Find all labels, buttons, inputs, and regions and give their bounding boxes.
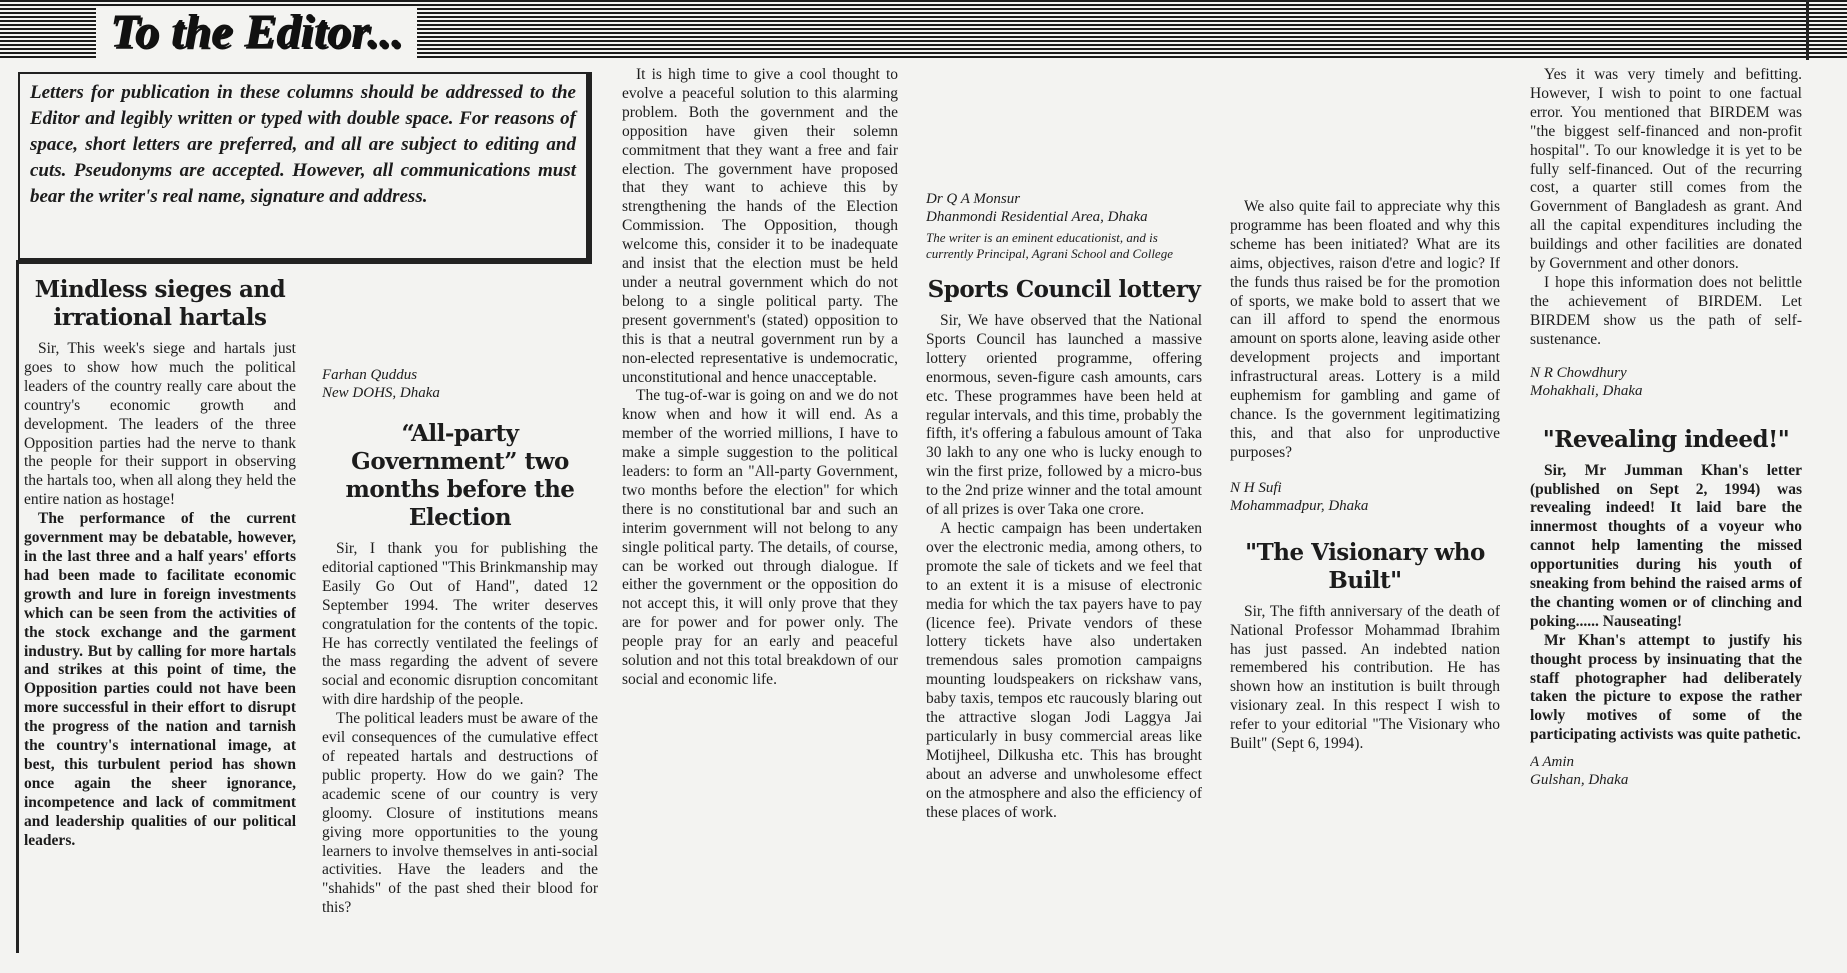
letter-1-paragraph: Sir, This week's siege and hartals just goes to show how much the political leaders of the country really care about the country's economic growth and development. The leaders of the three Opposition parties had the nerve to thank the people for their support in observing the hartals too, when all along they held the entire nation as hostage! <box>24 340 296 509</box>
letter-5-paragraph: Sir, Mr Jumman Khan's letter (published on Sept 2, 1994) was revealing indeed! It laid bare the innermost thoughts of a voyeur who cannot help lamenting the missed opportunities during his youth of sneaking from behind the raised arms of the chanting women or of clinching and poking...... Nauseating! <box>1530 461 1802 630</box>
letter-2-paragraph: It is high time to give a cool thought to evolve a peaceful solution to this alarming problem. Both the government and the opposition have given their solemn commitment that they want a free and fair election. The government have proposed that they want to achieve this by strengthening the hands of the Election Commission. The Opposition, though welcome this, consider it to be inadequate and insist that the election must be held under a neutral government which do not belong to a single political party. The present government's (stated) opposition to this is that a neutral government run by a non-elected representative is undemocratic, unconstitutional and hence unacceptable. <box>622 66 898 386</box>
letter-3-signature <box>1230 479 1500 515</box>
column-5 <box>1230 66 1500 955</box>
column-4 <box>926 66 1202 955</box>
letter-1-signature <box>322 366 598 402</box>
letter-5-location: Gulshan, Dhaka <box>1530 772 1629 789</box>
letter-2-paragraph: The tug-of-war is going on and we do not know when and how it will end. As a member of the worried millions, I have to make a simple suggestion to the political leaders: to form an "All-party Government, two months before the election" for which there is no constitutional bar and such an interim government will not belong to any single political party. The details, of course, can be worked out through dialogue. If either the government or the opposition do not accept this, it will only prove that they are for power and for power only. The people pray for an early and peaceful solution and not this total breakdown of our social and economic life. <box>622 387 898 688</box>
letter-4-author: N R Chowdhury <box>1530 364 1627 381</box>
column-6 <box>1530 66 1802 955</box>
letter-1-headline: Mindless sieges and irrational hartals <box>34 276 286 331</box>
decorative-rule <box>1806 0 1809 60</box>
letter-4-paragraph: Yes it was very timely and befitting. However, I wish to point to one factual error. You mentioned that BIRDEM was "the biggest self-financed and non-profit hospital". To our knowledge it is yet to be fully self-financed. Out of the recurring cost, a quarter still comes from the Government of Bangladesh as grant. And all the capital expenditures including the buildings and other facilities are donated by Government and other donors. <box>1530 66 1802 273</box>
letter-3-headline: Sports Council lottery <box>927 276 1201 303</box>
letter-5-headline: "Revealing indeed!" <box>1542 425 1790 453</box>
column-1 <box>24 270 296 955</box>
letter-2-author-note: The writer is an eminent educationist, and is currently Principal, Agrani School and College <box>926 230 1173 261</box>
letter-4-location: Mohakhali, Dhaka <box>1530 382 1643 399</box>
left-border-rule <box>16 260 19 953</box>
letter-1-paragraph: The performance of the current government may be debatable, however, in the last three and a half years' efforts had been made to facilitate economic growth and lure in foreign investments which can be seen from the activities of the stock exchange and the garment industry. But by calling for more hartals and strikes at this point of time, the Opposition parties could not have been more successful in their effort to disrupt the progress of the nation and tarnish the country's international image, at best, this turbulent period has shown once again the sheer ignorance, incompetence and lack of commitment and leadership qualities of our political leaders. <box>24 510 296 849</box>
letter-1-location: New DOHS, Dhaka <box>322 385 440 401</box>
letter-4-signature <box>1530 364 1802 400</box>
letter-2-location: Dhanmondi Residential Area, Dhaka <box>926 209 1148 225</box>
section-title: To the Editor... <box>96 6 417 58</box>
submission-notice: Letters for publication in these columns should be addressed to the Editor and legibly written or typed with double space. For reasons of space, short letters are preferred, and all are subject to editing and cuts. Pseudonyms are accepted. However, all communications must bear the writer's real name, signature and address. <box>18 72 588 260</box>
letter-3-paragraph: Sir, We have observed that the National Sports Council has launched a massive lottery oriented programme, offering enormous, seven-figure cash amounts, cars etc. These programmes have been held at regular intervals, and this time, probably the fifth, it's offering a fabulous amount of Taka 30 lakh to any one who is lucky enough to win the first prize, followed by a micro-bus to the 2nd prize winner and the total amount of all prizes is over Taka one crore. <box>926 312 1202 519</box>
letter-3-paragraph: A hectic campaign has been undertaken over the electronic media, among others, to promote the sale of tickets and we feel that to an extent it is a misuse of electronic media for which the tax payers have to pay (licence fee). Private vendors of these lottery tickets have also undertaken tremendous sales promotion campaigns mounting loudspeakers on rickshaw vans, baby taxis, tempos etc raucously blaring out the attractive slogan Jodi Laggya Jai particularly in busy commercial areas like Motijheel, Dilkusha etc. This has brought about an adverse and unwholesome effect on the atmosphere and also the efficiency of these places of work. <box>926 519 1202 821</box>
letter-3-paragraph: We also quite fail to appreciate why this programme has been floated and why this scheme has been initiated? What are its aims, objectives, raison d'etre and logic? If the funds thus raised be for the promotion of sports, we make bold to assert that we can ill afford to spend the enormous amount on sports alone, leaving aside other development projects and important infrastructural areas. Lottery is a mild euphemism for gambling and game of chance. Is the government legitimatizing this, and that also for unproductive purposes? <box>1230 198 1500 461</box>
letter-2-paragraph: The political leaders must be aware of the evil consequences of the cumulative effect of repeated hartals and destructions of public property. How do we gain? The academic scene of our country is very gloomy. Closure of institutions means giving more opportunities to the young learners to involve themselves in anti-social activities. Have the leaders and the "shahids" of the past shed their blood for this? <box>322 710 598 917</box>
letter-4-headline: "The Visionary who Built" <box>1245 538 1485 594</box>
letter-5-signature <box>1530 753 1802 789</box>
letter-2-signature <box>926 190 1202 226</box>
letter-2-paragraph: Sir, I thank you for publishing the editorial captioned "This Brinkmanship may Easily Go Out of Hand", dated 12 September 1994. The writer deserves congratulation for the contents of the topic. He has correctly ventilated the feelings of the mass regarding the advent of severe social and economic disruption concomitant with dire hardship of the people. <box>322 540 598 709</box>
masthead <box>0 0 1847 60</box>
letter-2-headline: “All-party Government” two months before the Election <box>345 420 575 531</box>
letter-2-author: Dr Q A Monsur <box>926 191 1021 207</box>
letter-1-author: Farhan Quddus <box>322 367 418 383</box>
column-2 <box>322 270 598 955</box>
letter-3-location: Mohammadpur, Dhaka <box>1230 497 1369 514</box>
letter-3-author: N H Sufi <box>1230 479 1282 496</box>
letter-5-paragraph: Mr Khan's attempt to justify his thought process by insinuating that the staff photographer had deliberately taken the picture to expose the rather lowly motives of some of the participating activists was quite pathetic. <box>1530 631 1802 744</box>
letter-4-paragraph: Sir, The fifth anniversary of the death of National Professor Mohammad Ibrahim has just passed. An indebted nation remembered his contribution. He has shown how an institution is built through visionary zeal. In this respect I wish to refer to your editorial "The Visionary who Built" (Sept 6, 1994). <box>1230 602 1500 753</box>
column-3 <box>622 66 898 955</box>
letter-4-paragraph: I hope this information does not belittle the achievement of BIRDEM. Let BIRDEM show us the path of self-sustenance. <box>1530 273 1802 348</box>
letter-5-author: A Amin <box>1530 754 1575 771</box>
